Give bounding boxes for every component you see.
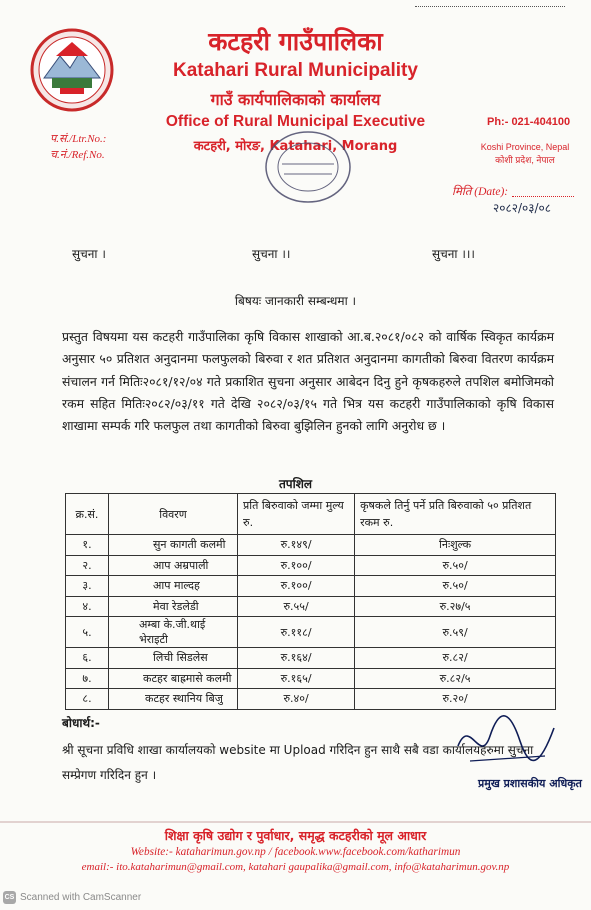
row-farmer-share: रु.२०/: [355, 689, 556, 710]
row-item: मेवा रेडलेडी: [109, 596, 238, 617]
row-total-price: रु.१००/: [238, 576, 355, 597]
top-dotted-line: [415, 6, 565, 7]
table-header-row: [66, 494, 556, 535]
notice-heading-3: सुचना ।।।: [432, 247, 475, 261]
header-serial: क्र.सं.: [66, 494, 109, 535]
table-row: [66, 555, 556, 576]
notice-heading-2: सुचना ।।: [252, 247, 291, 261]
table-row: [66, 617, 556, 648]
footer-website: Website:- kataharimun.gov.np / facebook.www.facebook.com/katharimun: [130, 846, 461, 858]
reference-number-label: च.नं./Ref.No.: [50, 149, 105, 161]
row-item: आप अम्रपाली: [109, 555, 238, 576]
municipality-title-english: Katahari Rural Municipality: [173, 60, 418, 81]
municipality-title-nepali: कटहरी गाउँपालिका: [208, 27, 383, 56]
office-name-english: Office of Rural Municipal Executive: [165, 113, 426, 130]
row-serial: ८.: [66, 689, 109, 710]
row-total-price: रु.१६४/: [238, 648, 355, 669]
distribution-note: श्री सूचना प्रविधि शाखा कार्यालयको website मा Upload गरिदिन हुन साथै सबै वडा कार्यालयहरुमा सुचना सम्प्रेगण गरिदिन हुन ।: [62, 743, 534, 782]
row-farmer-share: रु.८२/५: [355, 668, 556, 689]
row-total-price: रु.१६५/: [238, 668, 355, 689]
row-farmer-share: रु.५०/: [355, 576, 556, 597]
office-address: कटहरी, मोरङ, Katahari, Morang: [193, 139, 398, 154]
signer-title: प्रमुख प्रशासकीय अधिकृत: [478, 777, 582, 790]
letter-number-label: प.सं./Ltr.No.:: [50, 133, 107, 145]
notice-body-paragraph: प्रस्तुत विषयमा यस कटहरी गाउँपालिका कृषि विकास शाखाको आ.ब.२०८१/०८२ को वार्षिक स्विकृत कार्यक्रम अनुसार ५० प्रतिशत अनुदानमा फलफुलको बिरुवा र शत प्रतिशत अनुदानमा कागतीको बिरुवा वितरण कार्यक्रम संचालन गर्न मितिः२०८१/१२/०४ गते प्रकाशित सुचना अनुसार आबेदन दिनु हुने कृषकहरुले तपशिल बमोजिमको रकम सहित मितिः२०८२/०३/११ गते देखि २०८२/०३/१५ गते भित्र यस कटहरी गाउँपालिकाको कृषि विकास शाखामा सम्पर्क गरि फलफुल तथा कागतीको बिरुवा बुझिलिन हुनको लागि अनुरोध छ ।: [62, 329, 554, 434]
row-farmer-share: निःशुल्क: [355, 535, 556, 556]
footer-divider: [0, 820, 591, 824]
row-farmer-share: रु.५९/: [355, 617, 556, 648]
header-total-price: प्रति बिरुवाको जम्मा मुल्य रु.: [238, 494, 355, 535]
row-total-price: रु.११८/: [238, 617, 355, 648]
footer-slogan: शिक्षा कृषि उद्योग र पुर्वाधार, समृद्ध कटहरीको मूल आधार: [164, 828, 427, 843]
row-serial: ६.: [66, 648, 109, 669]
table-row: [66, 576, 556, 597]
row-item: सुन कागती कलमी: [109, 535, 238, 556]
row-total-price: रु.४०/: [238, 689, 355, 710]
header-farmer-share: कृषकले तिर्नु पर्ने प्रति बिरुवाको ५० प्रतिशत रकम रु.: [355, 494, 556, 535]
row-serial: २.: [66, 555, 109, 576]
table-caption: तपशिल: [278, 477, 313, 491]
reference-numbers: [50, 131, 106, 163]
sapling-price-table: [65, 493, 556, 710]
row-serial: ३.: [66, 576, 109, 597]
row-farmer-share: रु.५०/: [355, 555, 556, 576]
office-stamp: [262, 128, 354, 206]
row-item: लिची सिडलेस: [109, 648, 238, 669]
row-total-price: रु.५५/: [238, 596, 355, 617]
subject-line: बिषयः जानकारी सम्बन्धमा ।: [234, 294, 357, 308]
table-row: [66, 668, 556, 689]
province-nepali: कोशी प्रदेश, नेपाल: [495, 155, 555, 165]
row-serial: ४.: [66, 596, 109, 617]
row-item: आप माल्दह: [109, 576, 238, 597]
row-item: कटहर स्थानिय बिजु: [109, 689, 238, 710]
footer-email: email:- ito.kataharimun@gmail.com, katahari gaupalika@gmail.com, info@kataharimun.gov.np: [81, 861, 510, 873]
date-label: मिति (Date):: [452, 186, 509, 198]
row-serial: ७.: [66, 668, 109, 689]
table-row: [66, 648, 556, 669]
row-farmer-share: रु.२७/५: [355, 596, 556, 617]
row-total-price: रु.१००/: [238, 555, 355, 576]
row-item: कटहर बाह्रमासे कलमी: [109, 668, 238, 689]
row-serial: १.: [66, 535, 109, 556]
province-block: [475, 141, 575, 167]
office-name-nepali: गाउँ कार्यपालिकाको कार्यालय: [210, 90, 381, 109]
table-row: [66, 535, 556, 556]
notice-heading-1: सुचना ।: [72, 247, 106, 261]
table-row: [66, 596, 556, 617]
phone-number: Ph:- 021-404100: [487, 116, 571, 128]
row-farmer-share: रु.८२/: [355, 648, 556, 669]
date-value: २०८२/०३/०८: [493, 201, 552, 215]
header-description: विवरण: [109, 494, 238, 535]
row-total-price: रु.१४९/: [238, 535, 355, 556]
date-dotted-line: [512, 196, 574, 197]
bodharth-label: बोधार्थ:-: [62, 716, 100, 730]
camscanner-text: Scanned with CamScanner: [20, 892, 142, 903]
province-english: Koshi Province, Nepal: [480, 142, 570, 152]
camscanner-logo-icon: CS: [3, 891, 16, 904]
handwritten-signature: [450, 706, 560, 776]
row-item: अम्बा के.जी.थाई भेराइटी: [109, 617, 238, 648]
camscanner-watermark: [3, 891, 141, 904]
row-serial: ५.: [66, 617, 109, 648]
